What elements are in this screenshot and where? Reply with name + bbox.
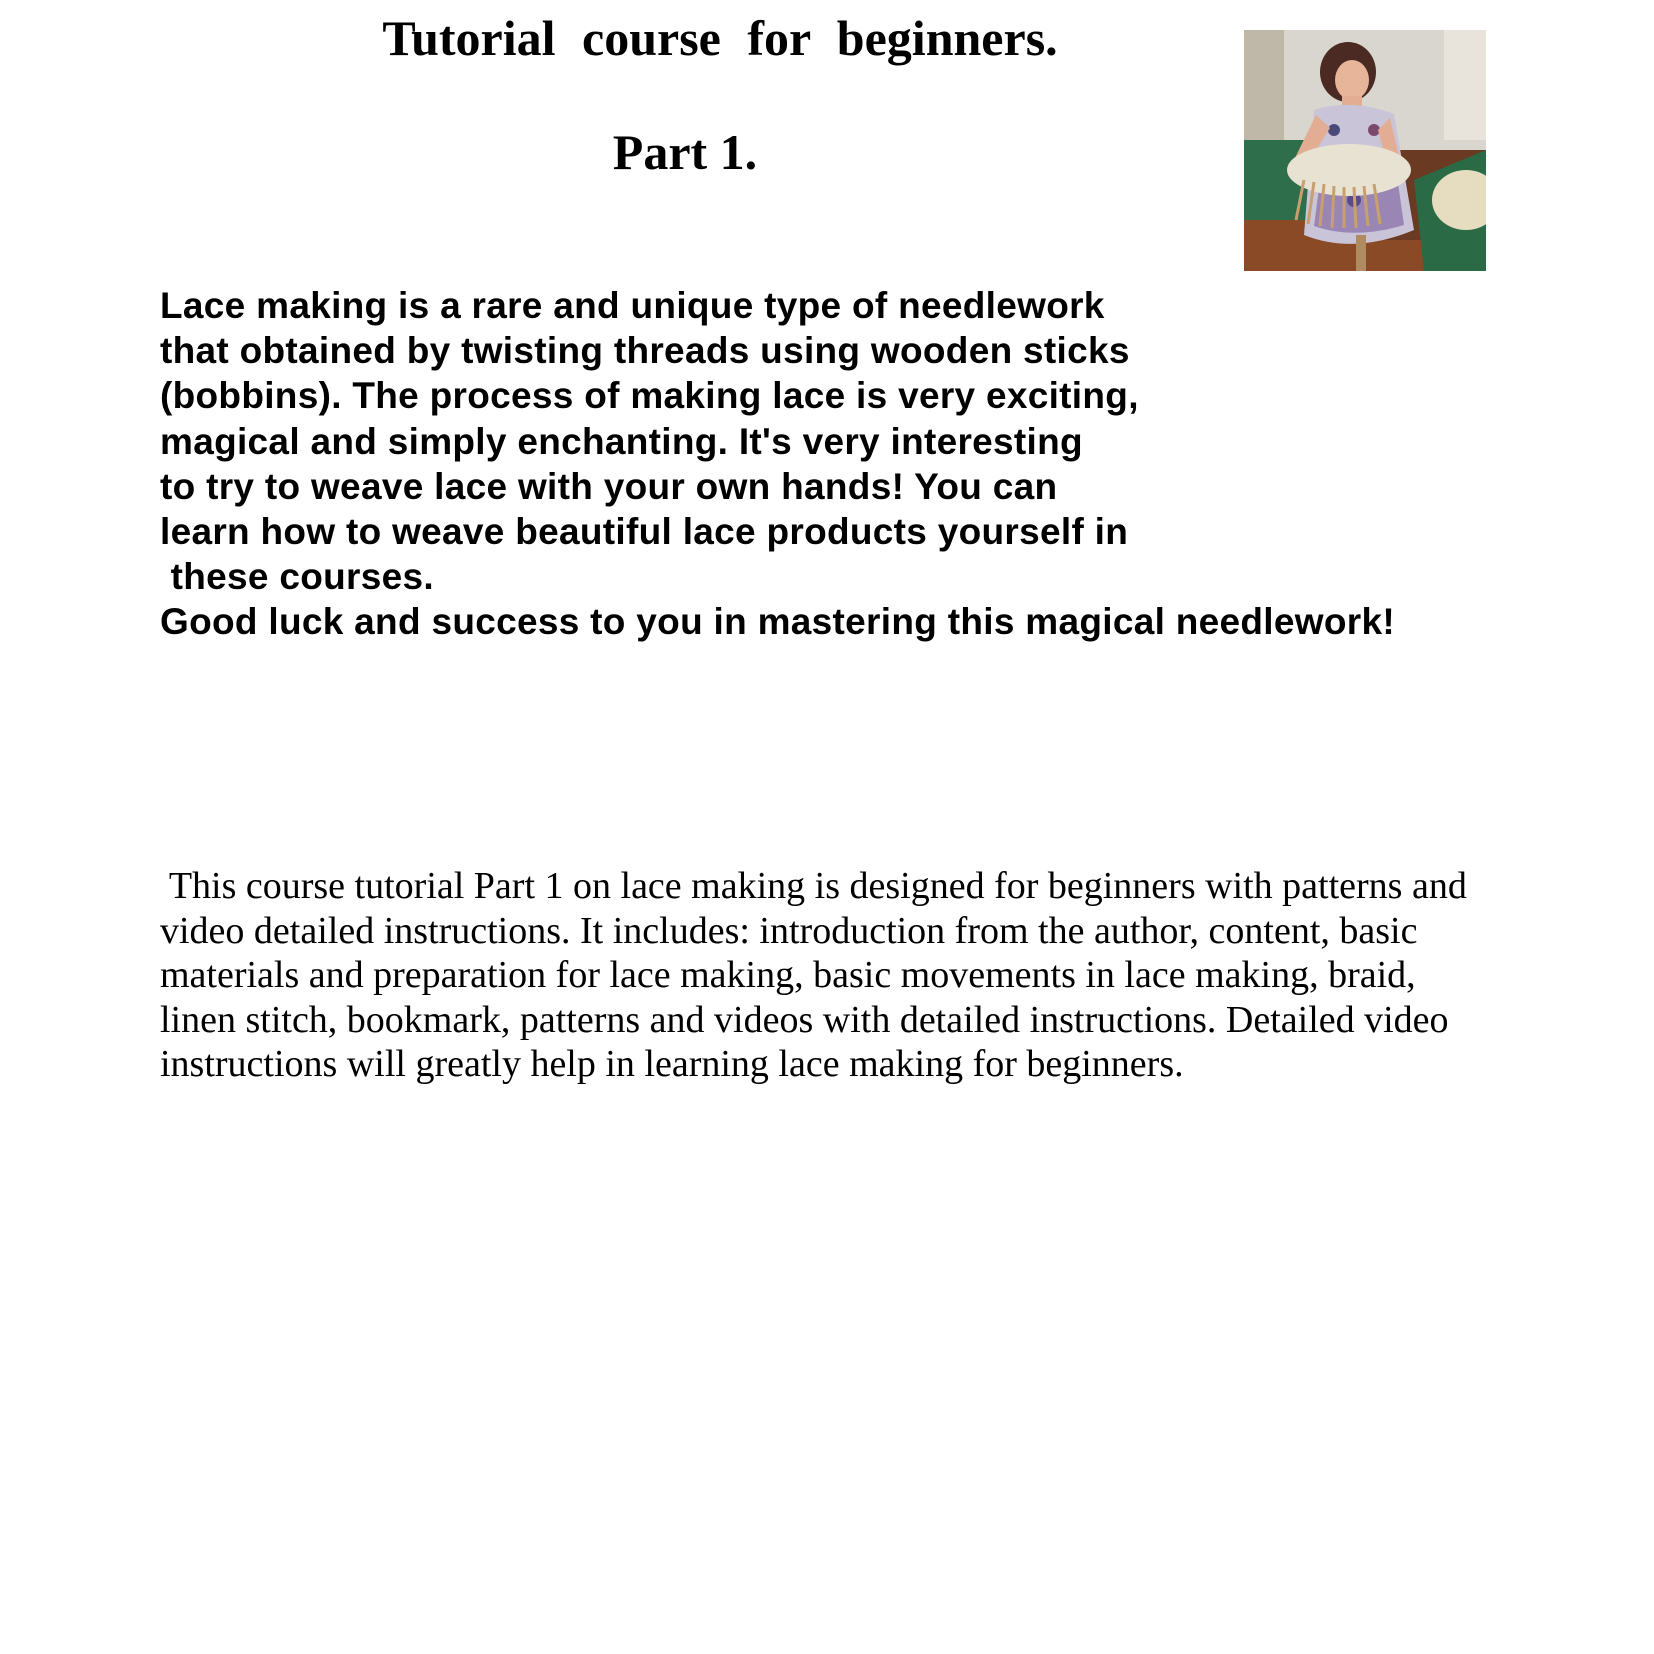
intro-line: magical and simply enchanting. It's very interesting xyxy=(160,420,1083,462)
part-heading: Part 1. xyxy=(612,124,758,180)
description-line: materials and preparation for lace making, basic movements in lace making, braid, xyxy=(160,954,1416,997)
description-line: This course tutorial Part 1 on lace making is designed for beginners with patterns and xyxy=(160,865,1467,907)
intro-line: learn how to weave beautiful lace products yourself in xyxy=(160,511,1129,553)
course-description xyxy=(160,864,1520,1087)
intro-line: that obtained by twisting threads using wooden sticks xyxy=(160,330,1130,372)
intro-line: these courses. xyxy=(160,556,434,598)
intro-line: Good luck and success to you in mastering this magical needlework! xyxy=(160,601,1395,643)
intro-line: to try to weave lace with your own hands! You can xyxy=(160,465,1058,507)
author-photo xyxy=(1244,30,1486,271)
intro-paragraph xyxy=(160,283,1620,645)
intro-line: (bobbins). The process of making lace is very exciting, xyxy=(160,375,1139,417)
page-title: Tutorial course for beginners. xyxy=(382,10,1058,66)
intro-line: Lace making is a rare and unique type of needlework xyxy=(160,285,1105,326)
description-line: linen stitch, bookmark, patterns and videos with detailed instructions. Detailed video xyxy=(160,998,1449,1041)
description-line: video detailed instructions. It includes: introduction from the author, content, basic xyxy=(160,909,1418,952)
description-line: instructions will greatly help in learning lace making for beginners. xyxy=(160,1043,1184,1086)
